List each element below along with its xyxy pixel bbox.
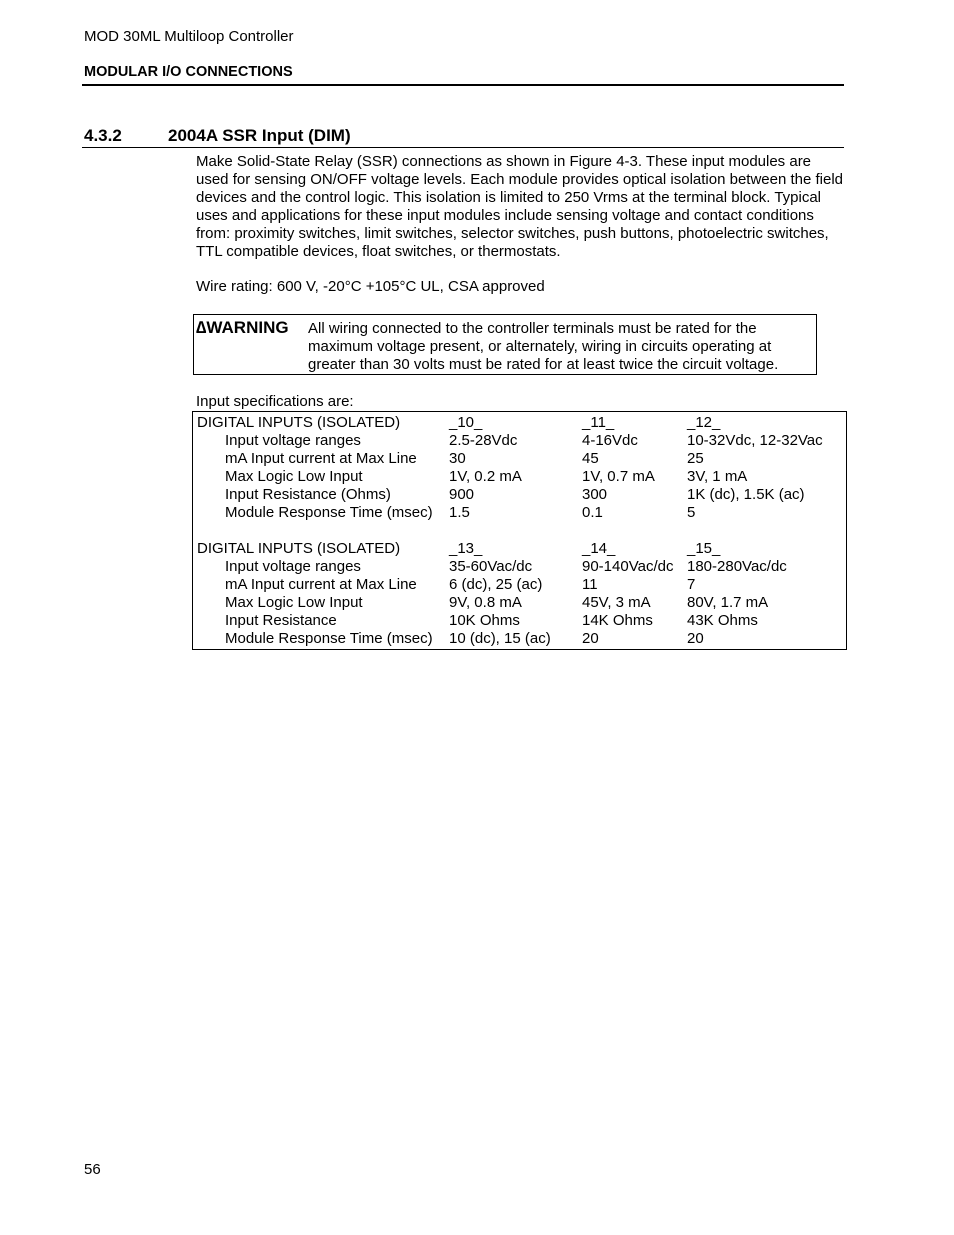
header-divider xyxy=(82,84,844,86)
spec-row xyxy=(193,558,846,576)
spec-row xyxy=(193,432,846,450)
spec-model-code: _13_ xyxy=(449,540,483,557)
header-title: MOD 30ML Multiloop Controller xyxy=(84,28,294,45)
warning-text: All wiring connected to the controller terminals must be rated for the maximum voltage present, or alternately, wiring in circuits operating at greater than 30 volts must be rated for at least twice the circuit voltage. xyxy=(308,320,779,373)
spec-value: 45V, 3 mA xyxy=(582,594,651,611)
spec-label: mA Input current at Max Line xyxy=(225,450,417,467)
spec-value: 0.1 xyxy=(582,504,603,521)
spec-value: 11 xyxy=(582,576,598,593)
spec-group-title: DIGITAL INPUTS (ISOLATED) xyxy=(197,540,401,557)
spec-group-title: DIGITAL INPUTS (ISOLATED) xyxy=(197,414,401,431)
spec-label: Input Resistance (Ohms) xyxy=(225,486,391,503)
spec-value: 20 xyxy=(687,630,704,647)
spec-value: 30 xyxy=(449,450,466,467)
spec-value: 35-60Vac/dc xyxy=(449,558,533,575)
spec-value: 1V, 0.2 mA xyxy=(449,468,522,485)
wire-rating: Wire rating: 600 V, -20°C +105°C UL, CSA approved xyxy=(196,278,545,295)
spec-model-code: _15_ xyxy=(687,540,721,557)
spec-row xyxy=(193,450,846,468)
spec-row xyxy=(193,594,846,612)
spec-value: 10-32Vdc, 12-32Vac xyxy=(687,432,823,449)
spec-row xyxy=(193,504,846,522)
spec-label: Input voltage ranges xyxy=(225,558,361,575)
spec-model-code: _14_ xyxy=(582,540,616,557)
spec-row xyxy=(193,486,846,504)
spec-value: 14K Ohms xyxy=(582,612,653,629)
spec-label: Module Response Time (msec) xyxy=(225,504,433,521)
spec-value: 80V, 1.7 mA xyxy=(687,594,769,611)
spec-value: 10 (dc), 15 (ac) xyxy=(449,630,551,647)
spec-model-code: _10_ xyxy=(449,414,483,431)
spec-value: 45 xyxy=(582,450,599,467)
spec-value: 25 xyxy=(687,450,704,467)
warning-label-text: WARNING xyxy=(206,318,289,337)
page-number: 56 xyxy=(84,1161,101,1178)
spec-model-code: _11_ xyxy=(582,414,615,431)
section-divider xyxy=(82,147,844,148)
spec-model-code: _12_ xyxy=(687,414,721,431)
spec-value: 2.5-28Vdc xyxy=(449,432,518,449)
spec-row xyxy=(193,630,846,648)
spec-value: 180-280Vac/dc xyxy=(687,558,787,575)
spec-label: Max Logic Low Input xyxy=(225,468,363,485)
spec-value: 1.5 xyxy=(449,504,470,521)
spec-value: 9V, 0.8 mA xyxy=(449,594,522,611)
spec-value: 300 xyxy=(582,486,608,503)
spec-value: 10K Ohms xyxy=(449,612,520,629)
spec-label: Module Response Time (msec) xyxy=(225,630,433,647)
spec-label: Input Resistance xyxy=(225,612,337,629)
spec-label: Max Logic Low Input xyxy=(225,594,363,611)
spec-table xyxy=(192,411,847,650)
spec-value: 90-140Vac/dc xyxy=(582,558,674,575)
section-number: 4.3.2 xyxy=(84,126,122,145)
spec-label: mA Input current at Max Line xyxy=(225,576,417,593)
spec-value: 4-16Vdc xyxy=(582,432,638,449)
section-paragraph: Make Solid-State Relay (SSR) connections as shown in Figure 4-3. These input modules are used for sensing ON/OFF voltage levels. Each module provides optical isolation between the field devices and the control logic. This isolation is limited to 250 Vrms at the terminal block. Typical uses and applications for these input modules include sensing voltage and contact conditions from: proximity switches, limit switches, selector switches, push buttons, photoelectric switches, TTL compatible devices, float switches, or thermostats. xyxy=(196,153,844,260)
spec-row xyxy=(193,612,846,630)
spec-value: 1K (dc), 1.5K (ac) xyxy=(687,486,805,503)
spec-row xyxy=(193,468,846,486)
spec-value: 43K Ohms xyxy=(687,612,758,629)
warning-triangle-icon: ∆ xyxy=(196,318,207,337)
section-title: 2004A SSR Input (DIM) xyxy=(168,126,351,145)
spec-value: 1V, 0.7 mA xyxy=(582,468,655,485)
spec-value: 6 (dc), 25 (ac) xyxy=(449,576,543,593)
header-section-title: MODULAR I/O CONNECTIONS xyxy=(84,64,293,80)
spec-row xyxy=(193,576,846,594)
spec-value: 900 xyxy=(449,486,475,503)
spec-label: Input voltage ranges xyxy=(225,432,361,449)
spec-value: 7 xyxy=(687,576,696,593)
spec-value: 3V, 1 mA xyxy=(687,468,748,485)
spec-header-row xyxy=(193,540,846,558)
spec-value: 5 xyxy=(687,504,696,521)
warning-label xyxy=(196,318,289,338)
spec-value: 20 xyxy=(582,630,599,647)
spec-intro: Input specifications are: xyxy=(196,393,354,410)
spec-header-row xyxy=(193,414,846,432)
